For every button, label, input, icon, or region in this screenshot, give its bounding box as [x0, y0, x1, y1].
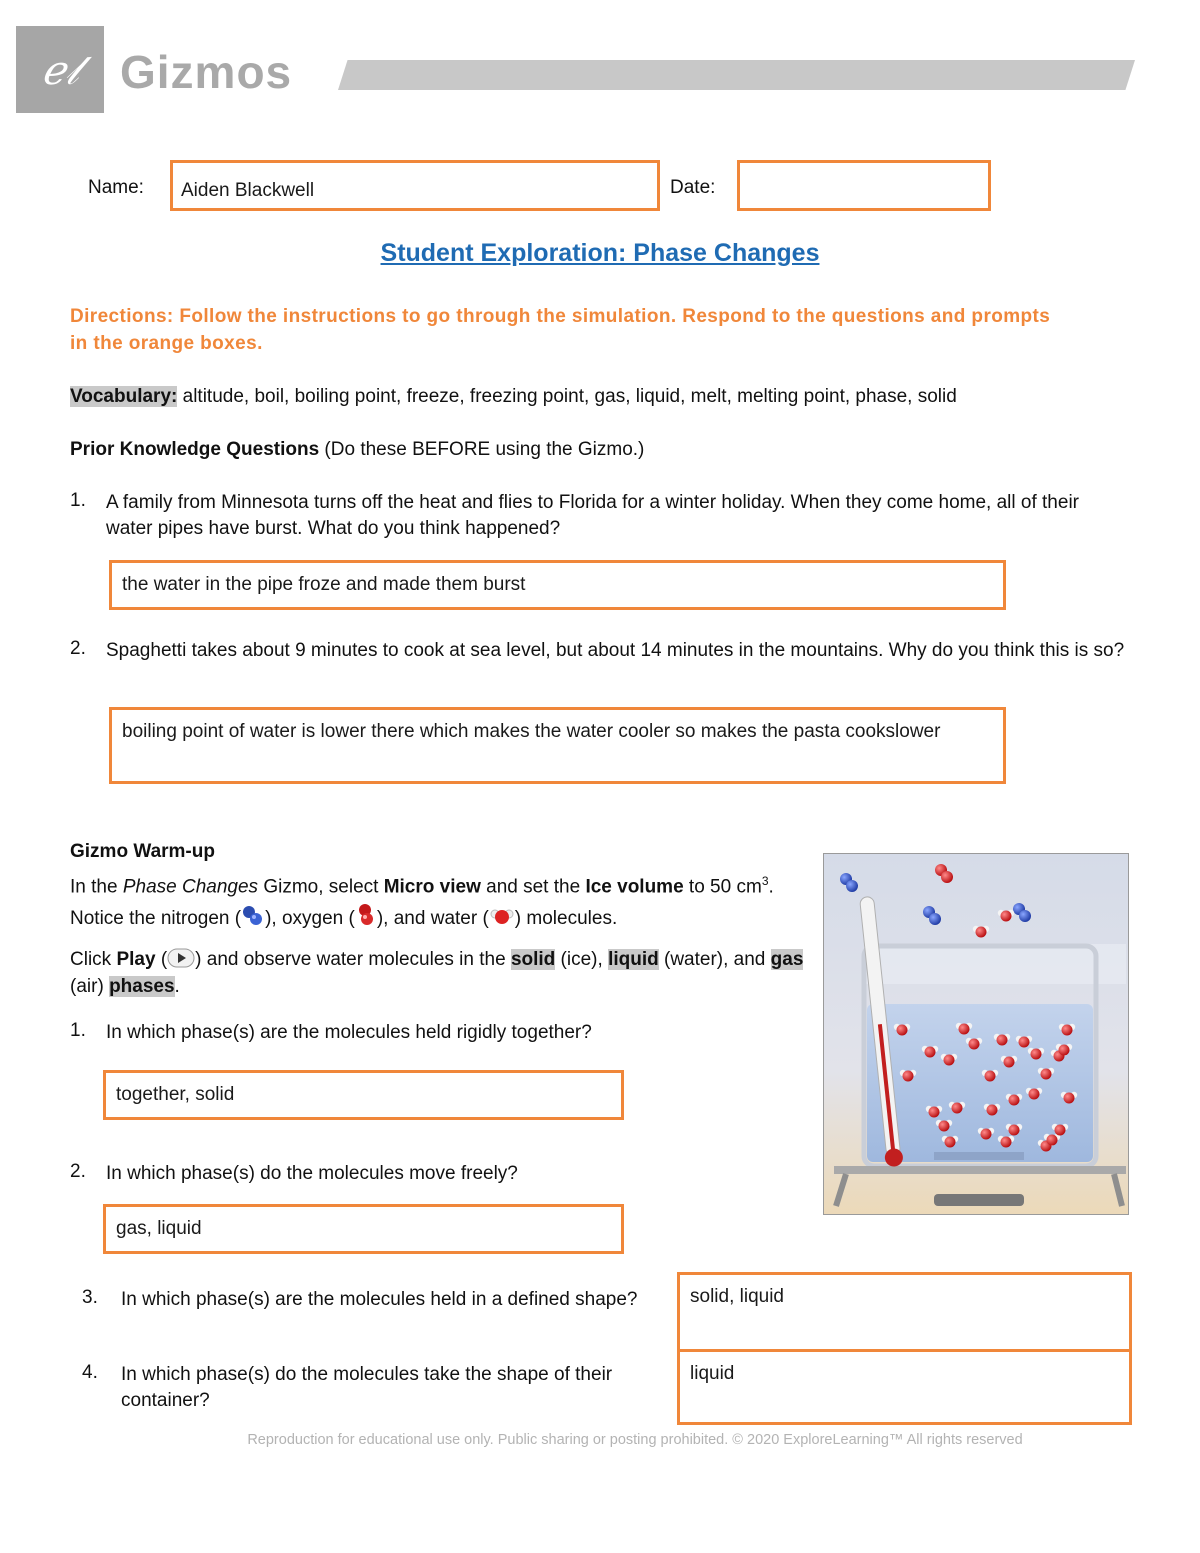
prior-q2-number: 2.	[70, 638, 86, 659]
date-label: Date:	[670, 177, 716, 198]
warmup-q4-answer-box[interactable]	[680, 1352, 1129, 1422]
p1-text-5: . Notice the nitrogen (	[70, 876, 774, 930]
p1-text-4: to 50 cm	[683, 876, 762, 898]
name-label: Name:	[88, 177, 144, 198]
play-label: Play	[116, 949, 156, 970]
p2-text-4: (ice),	[555, 949, 609, 970]
warmup-q2-text: In which phase(s) do the molecules move freely?	[106, 1163, 518, 1184]
phases-term: phases	[109, 976, 175, 997]
p2-text-6: (air)	[70, 976, 110, 997]
prior-q1-text: A family from Minnesota turns off the heat and flies to Florida for a winter holiday. When they come home, all of their water pipes have burst. What do you think happened?	[106, 492, 1079, 539]
prior-knowledge-heading: Prior Knowledge Questions	[70, 439, 320, 460]
warmup-q1-text: In which phase(s) are the molecules held rigidly together?	[106, 1022, 592, 1043]
prior-q1-answer: the water in the pipe froze and made them burst	[122, 574, 526, 595]
name-field[interactable]	[170, 160, 660, 211]
prior-q2-text: Spaghetti takes about 9 minutes to cook at sea level, but about 14 minutes in the mountains. Why do you think this is so?	[106, 640, 1125, 661]
warmup-q1-number: 1.	[70, 1020, 86, 1041]
micro-view-label: Micro view	[383, 876, 481, 898]
p1-text-2: Gizmo, select	[258, 876, 384, 898]
cubic-superscript: 3	[761, 874, 769, 888]
phase-changes-simulation-image	[823, 853, 1129, 1215]
warmup-q2-answer-box[interactable]	[103, 1204, 624, 1254]
warmup-q2-answer: gas, liquid	[116, 1218, 202, 1239]
warmup-q4-answer: liquid	[690, 1363, 735, 1384]
date-value	[740, 163, 988, 179]
warmup-q3-text: In which phase(s) are the molecules held in a defined shape?	[121, 1289, 638, 1310]
warmup-q3-number: 3.	[82, 1287, 98, 1308]
footer: Reproduction for educational use only. Public sharing or posting prohibited. © 2020 ExploreLearning™ All rights reserved	[247, 1432, 1023, 1448]
oxygen-molecule-icon	[355, 903, 377, 927]
brand-name: Gizmos	[120, 46, 293, 98]
play-icon	[167, 948, 195, 968]
prior-q1-answer-box[interactable]	[109, 560, 1006, 610]
p1-text-6: ), oxygen (	[265, 908, 355, 930]
ice-volume-label: Ice volume	[585, 876, 684, 898]
header-bar	[338, 60, 1135, 90]
warmup-q3-answer: solid, liquid	[690, 1286, 784, 1307]
p2-text-2: (	[155, 949, 168, 970]
name-value: Aiden Blackwell	[181, 180, 315, 201]
liquid-term: liquid	[608, 949, 659, 970]
prior-q2-answer-box[interactable]	[109, 707, 1006, 784]
prior-knowledge-note: (Do these BEFORE using the Gizmo.)	[319, 439, 645, 460]
warmup-heading-text: Gizmo Warm-up	[70, 841, 215, 862]
p1-text-3: and set the	[480, 876, 586, 898]
warmup-q4-text: In which phase(s) do the molecules take the shape of their container?	[121, 1364, 613, 1411]
p2-text-1: Click	[70, 949, 117, 970]
solid-term: solid	[510, 949, 556, 970]
date-field[interactable]	[737, 160, 991, 211]
page-title: Student Exploration: Phase Changes	[380, 239, 820, 267]
p1-text-1: In the	[70, 876, 123, 898]
warmup-q4-number: 4.	[82, 1362, 98, 1383]
p1-text-8: ) molecules.	[514, 908, 618, 930]
warmup-q1-answer-box[interactable]	[103, 1070, 624, 1120]
warmup-paragraph-2	[70, 946, 810, 1000]
vocabulary-list: altitude, boil, boiling point, freeze, freezing point, gas, liquid, melt, melting point, phase, solid	[177, 386, 957, 407]
p2-text-5: (water), and	[658, 949, 771, 970]
warmup-q3-answer-box[interactable]	[680, 1275, 1129, 1352]
prior-knowledge-heading-row	[70, 437, 1130, 463]
gizmo-name: Phase Changes	[122, 876, 259, 898]
warmup-paragraph-1	[70, 865, 800, 935]
nitrogen-molecule-icon	[241, 905, 265, 927]
gas-term: gas	[770, 949, 804, 970]
warmup-q3-q4-answer-table	[677, 1272, 1132, 1425]
prior-q2-answer: boiling point of water is lower there which makes the water cooler so makes the pasta cookslower	[122, 721, 941, 742]
water-molecule-icon	[489, 905, 515, 927]
explorelearning-logo-icon	[16, 26, 104, 113]
directions: Directions: Follow the instructions to go through the simulation. Respond to the questions and prompts in the orange boxes.	[70, 306, 1051, 354]
p1-text-7: ), and water (	[376, 908, 489, 930]
svg-text:ℯ𝓁: ℯ𝓁	[41, 48, 79, 94]
vocabulary	[70, 384, 1130, 410]
vocabulary-label: Vocabulary:	[70, 386, 178, 407]
prior-q1-number: 1.	[70, 490, 86, 511]
p2-text-7: .	[174, 976, 180, 997]
warmup-q2-number: 2.	[70, 1161, 86, 1182]
warmup-heading	[70, 839, 215, 865]
warmup-q1-answer: together, solid	[116, 1084, 235, 1105]
p2-text-3: ) and observe water molecules in the	[195, 949, 511, 970]
